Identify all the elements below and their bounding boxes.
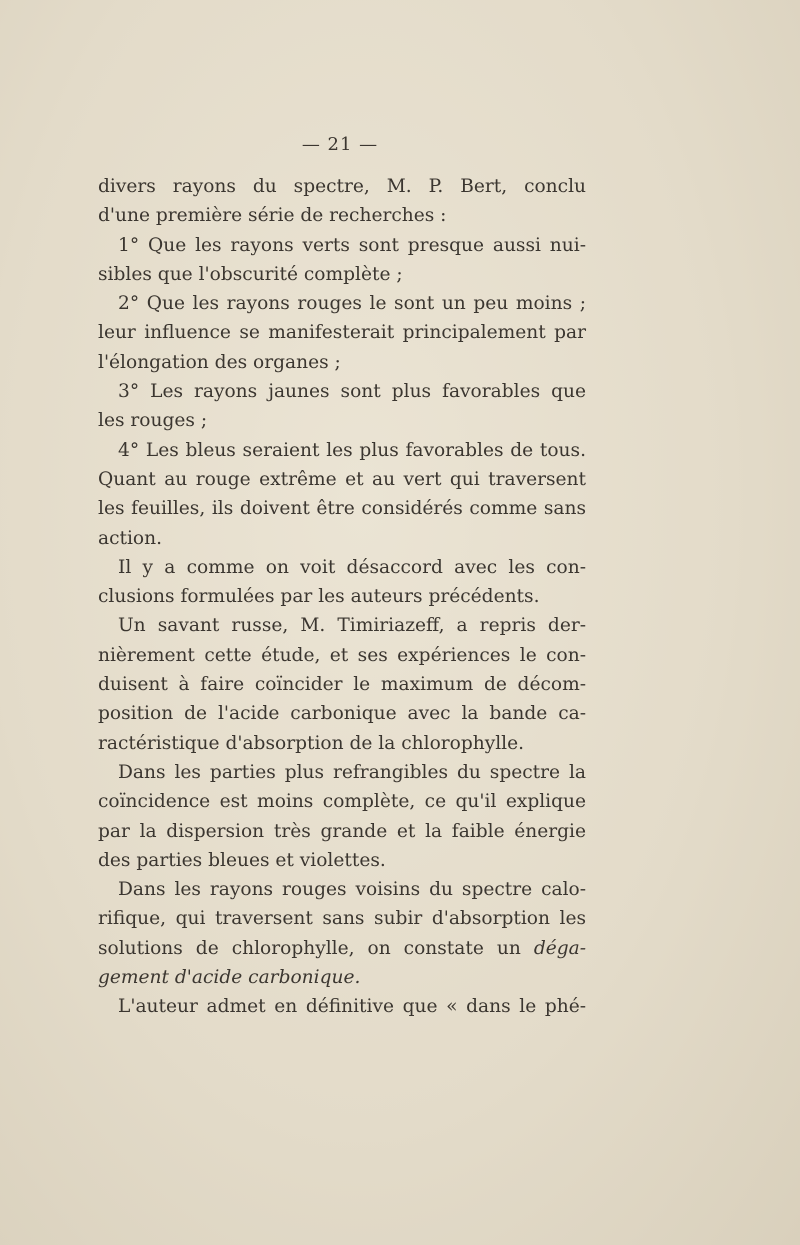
text-line: clusions formulées par les auteurs précédents. — [98, 586, 540, 608]
text-line: nièrement cette étude, et ses expériences le con- — [98, 644, 586, 666]
text-line: des parties bleues et violettes. — [98, 849, 386, 871]
text-line: d'une première série de recherches : — [98, 205, 447, 227]
body-text — [98, 172, 586, 1022]
text-line: Dans les parties plus refrangibles du spectre la — [118, 761, 586, 783]
page-number: — 21 — — [301, 134, 379, 155]
text-line: Dans les rayons rouges voisins du spectre calo- — [118, 879, 586, 901]
text-line: ractéristique d'absorption de la chlorophylle. — [98, 732, 525, 754]
text-line: Il y a comme on voit désaccord avec les con- — [118, 556, 586, 578]
text-line: Un savant russe, M. Timiriazeff, a repris der- — [118, 615, 586, 637]
text-line: action. — [98, 527, 162, 549]
text-line: position de l'acide carbonique avec la bande ca- — [98, 703, 586, 725]
text-line: 2° Que les rayons rouges le sont un peu moins ; — [118, 293, 586, 315]
text-line: leur influence se manifesterait principalement par — [98, 322, 586, 344]
text-line: Quant au rouge extrême et au vert qui traversent — [98, 468, 586, 490]
text-line: divers rayons du spectre, M. P. Bert, conclu — [98, 176, 586, 197]
text-line: sibles que l'obscurité complète ; — [98, 263, 403, 285]
text-line: L'auteur admet en définitive que « dans le phé- — [118, 996, 586, 1018]
text-line: 4° Les bleus seraient les plus favorables de tous. — [118, 439, 586, 461]
text-line: les rouges ; — [98, 410, 208, 432]
text-line: solutions de chlorophylle, on constate un déga- — [98, 937, 586, 959]
text-line: 1° Que les rayons verts sont presque aussi nui- — [118, 234, 586, 256]
text-line: gement d'acide carbonique. — [98, 967, 361, 989]
text-line: les feuilles, ils doivent être considérés comme sans — [98, 498, 586, 520]
text-line: coïncidence est moins complète, ce qu'il explique — [98, 791, 586, 813]
text-line: par la dispersion très grande et la faible énergie — [98, 820, 586, 842]
text-line: 3° Les rayons jaunes sont plus favorables que — [118, 381, 586, 403]
text-line: rifique, qui traversent sans subir d'absorption les — [98, 908, 586, 930]
text-line: l'élongation des organes ; — [98, 351, 341, 373]
text-line: duisent à faire coïncider le maximum de décom- — [98, 674, 586, 696]
